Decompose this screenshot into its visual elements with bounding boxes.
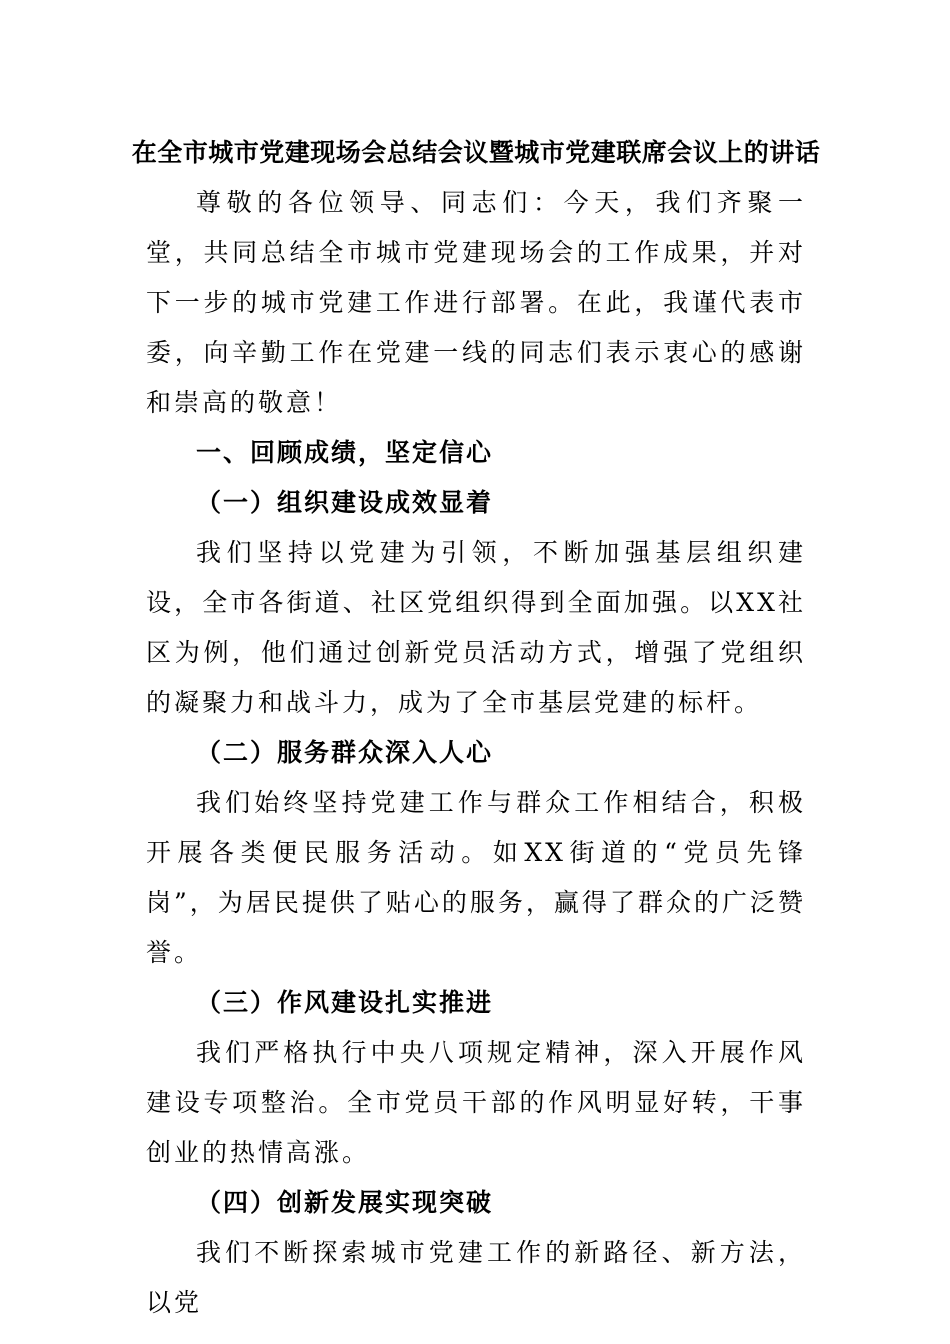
body-paragraph: 我们坚持以党建为引领，不断加强基层组织建设，全市各街道、社区党组织得到全面加强。以XX社区为例，他们通过创新党员活动方式，增强了党组织的凝聚力和战斗力，成为了全市基层党建的标杆。 [146,538,806,717]
opening-paragraph: 尊敬的各位领导、同志们：今天，我们齐聚一堂，共同总结全市城市党建现场会的工作成果，并对下一步的城市党建工作进行部署。在此，我谨代表市委，向辛勤工作在党建一线的同志们表示衷心的感谢和崇高的敬意！ [146,188,806,417]
section-heading: 一、回顾成绩，坚定信心 [196,438,494,467]
body-paragraph: 我们不断探索城市党建工作的新路径、新方法，以党 [146,1238,806,1317]
document-title: 在全市城市党建现场会总结会议暨城市党建联席会议上的讲话 [131,138,821,167]
subsection-heading: （一）组织建设成效显着 [196,488,494,517]
document-page [131,128,821,1328]
subsection-heading: （二）服务群众深入人心 [196,738,494,767]
body-paragraph: 我们严格执行中央八项规定精神，深入开展作风建设专项整治。全市党员干部的作风明显好转，干事创业的热情高涨。 [146,1038,806,1167]
subsection-heading: （四）创新发展实现突破 [196,1188,494,1217]
body-paragraph: 我们始终坚持党建工作与群众工作相结合，积极开展各类便民服务活动。如XX街道的“党员先锋岗”，为居民提供了贴心的服务，赢得了群众的广泛赞誉。 [146,788,806,967]
subsection-heading: （三）作风建设扎实推进 [196,988,494,1017]
